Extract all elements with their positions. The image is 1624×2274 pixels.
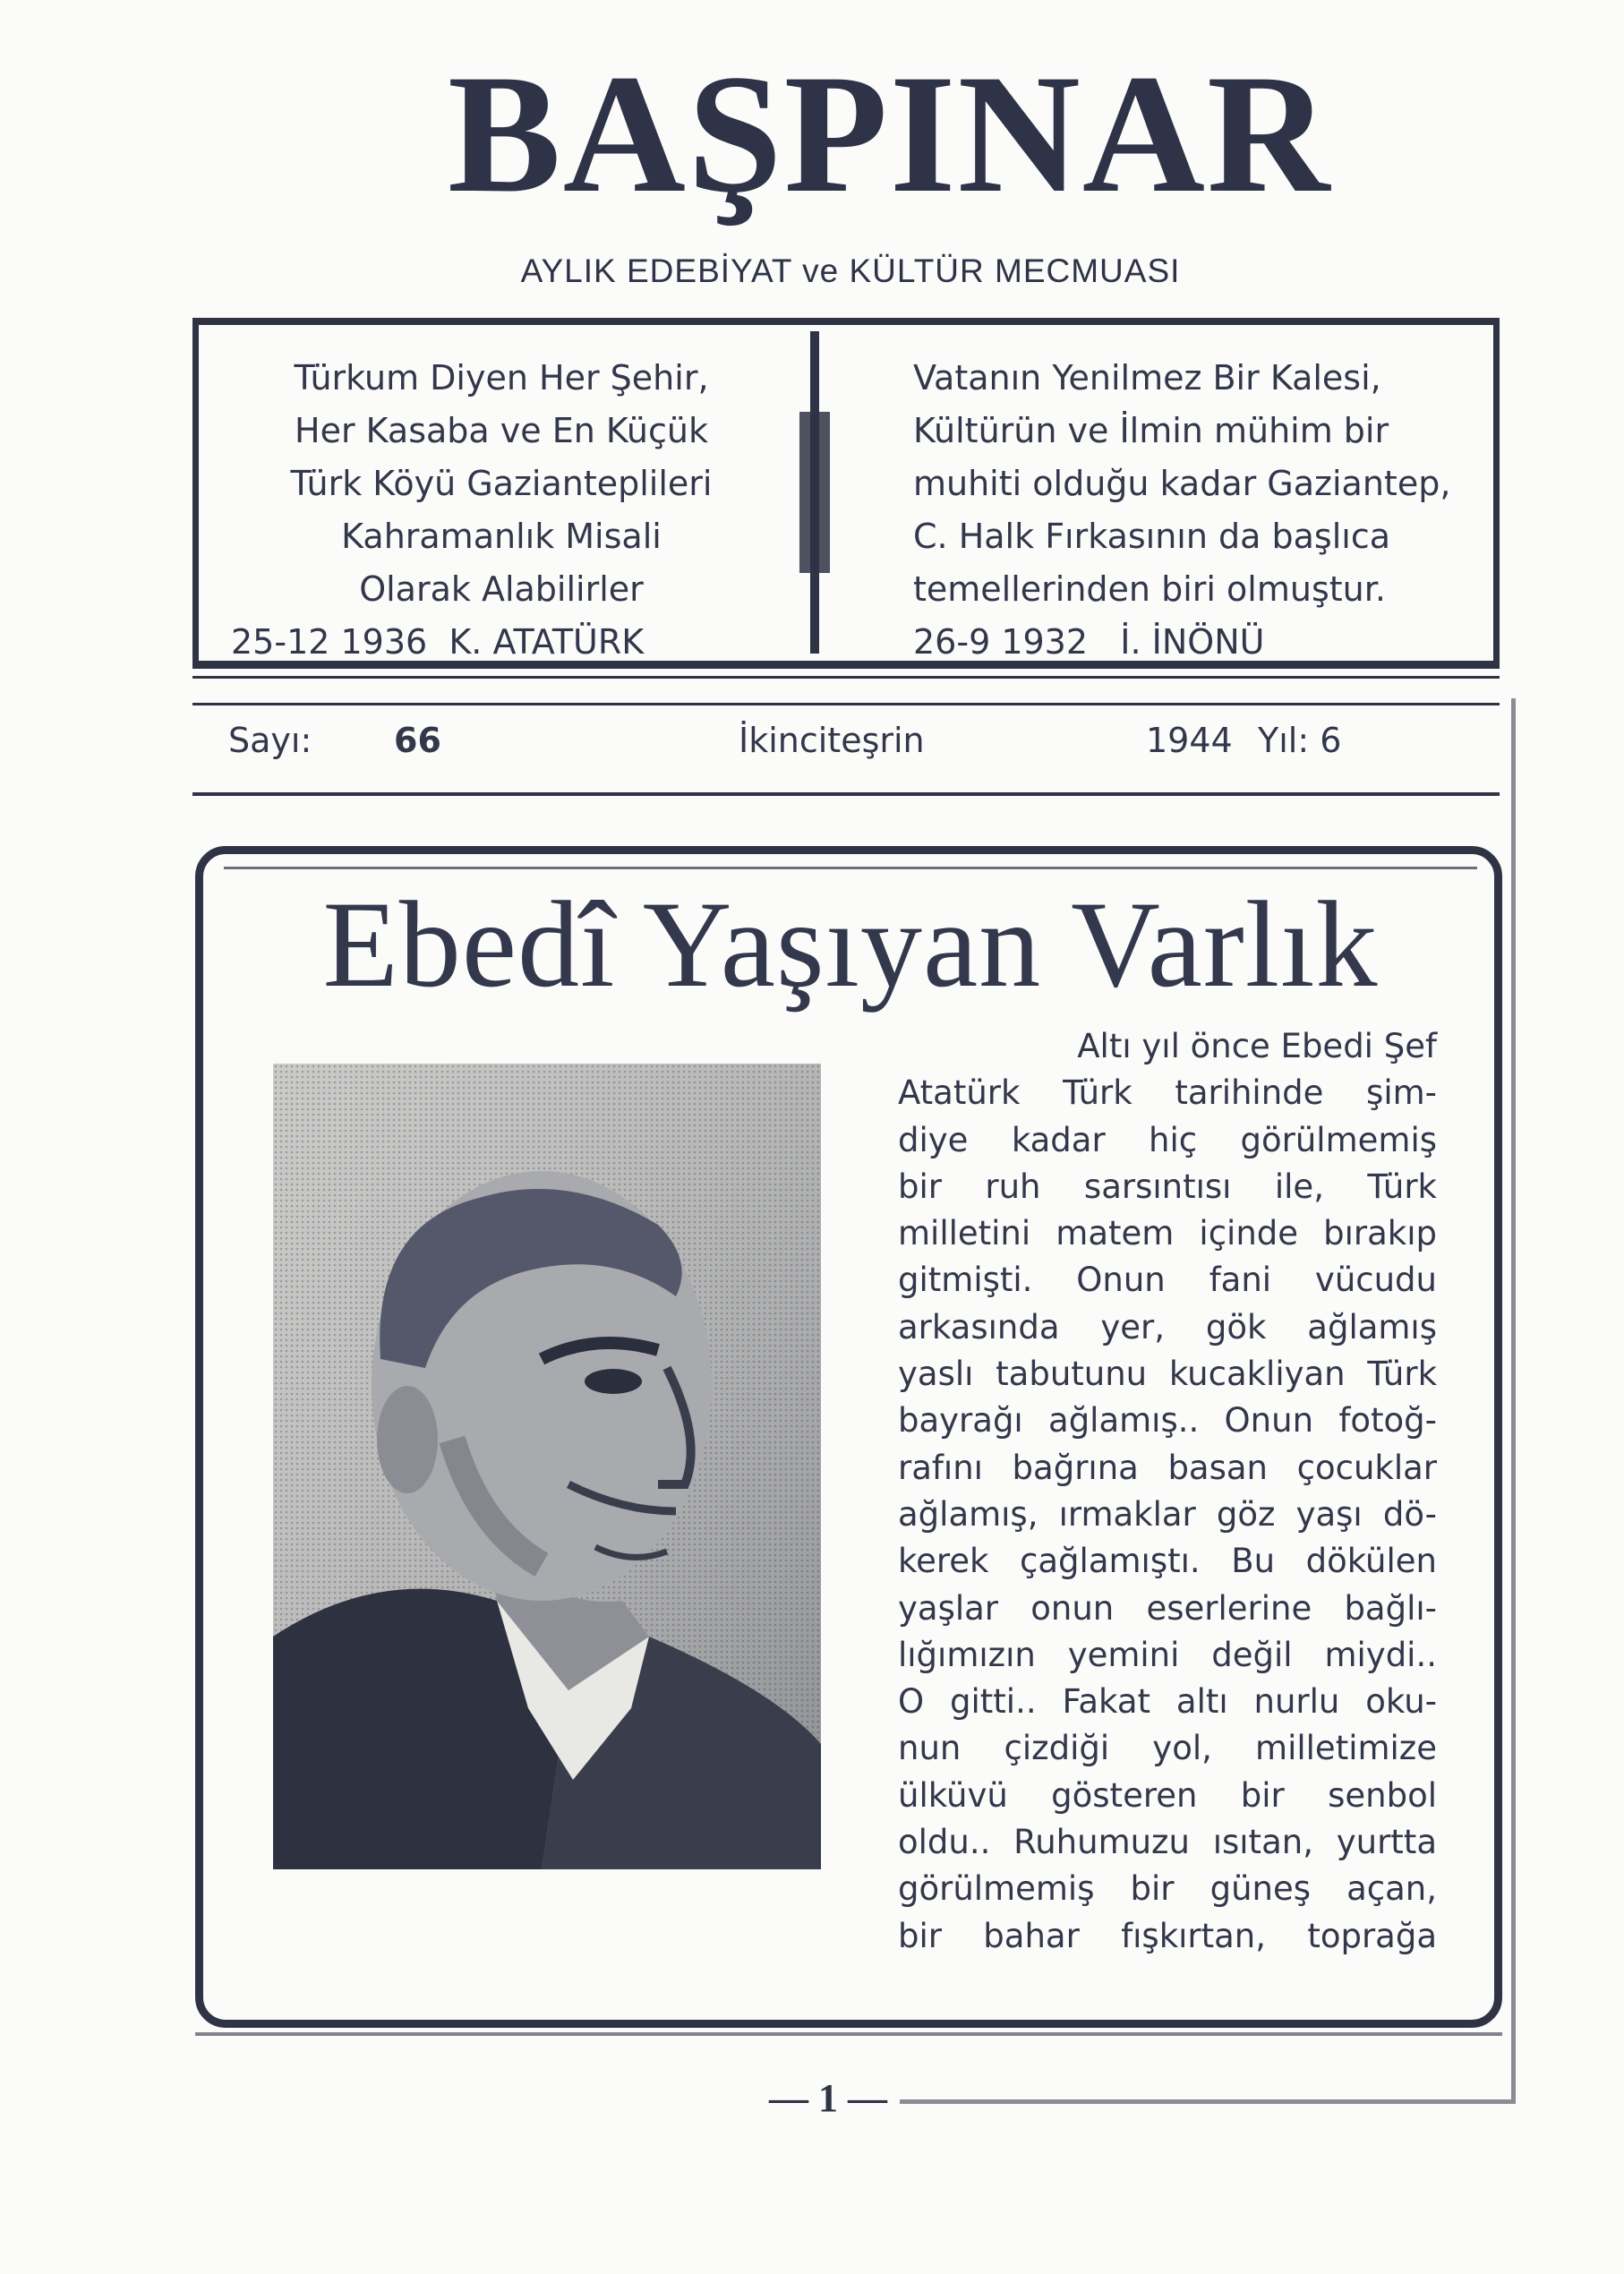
quote-box-right-rule <box>1493 322 1500 664</box>
article-line: bir ruh sarsıntısı ile, Türk <box>898 1167 1437 1206</box>
article-line: yaslı tabutunu kucakliyan Türk <box>898 1355 1437 1394</box>
issue-info-bar <box>228 721 1482 774</box>
quote-line: C. Halk Fırkasının da başlıca <box>913 517 1391 556</box>
quote-box-left-rule <box>192 322 199 664</box>
article-line: oldu.. Ruhumuzu ısıtan, yurtta <box>898 1823 1437 1862</box>
page-right-border <box>1511 698 1516 2104</box>
quote-box-bottom-rule-thin <box>192 676 1500 679</box>
masthead-title: BAŞPINAR <box>448 40 1332 228</box>
article-line: ülküvü gösteren bir senbol <box>898 1775 1437 1815</box>
footer-rule-right <box>900 2099 1511 2104</box>
quote-line: Kültürün ve İlmin mühim bir <box>913 411 1389 450</box>
ataturk-quote <box>215 352 788 669</box>
article-line: bir bahar fışkırtan, toprağa <box>898 1916 1437 1955</box>
quote-author: İ. İNÖNÜ <box>1120 622 1265 662</box>
article-line: bayrağı ağlamış.. Onun fotoğ- <box>898 1401 1437 1440</box>
article-line: milletini matem içinde bırakıp <box>898 1214 1437 1253</box>
footer-rule-left <box>195 2032 1502 2036</box>
article-line: ağlamış, ırmaklar göz yaşı dö- <box>898 1494 1437 1534</box>
article-inner-rule <box>224 867 1477 869</box>
article-line: O gitti.. Fakat altı nurlu oku- <box>898 1682 1437 1722</box>
portrait-illustration <box>273 1064 821 1869</box>
quote-date: 26-9 1932 <box>913 622 1089 662</box>
portrait-photo <box>273 1064 821 1869</box>
quote-signature <box>913 616 1486 669</box>
masthead-subtitle: AYLIK EDEBİYAT ve KÜLTÜR MECMUASI <box>520 252 1181 289</box>
article-line: kerek çağlamıştı. Bu dökülen <box>898 1542 1437 1581</box>
quote-line: Kahramanlık Misali <box>341 517 662 556</box>
article-line: lığımızın yemini değil miydi.. <box>898 1635 1437 1674</box>
issue-bar-top-rule <box>192 703 1500 705</box>
article-line: nun çizdiği yol, milletimize <box>898 1729 1437 1768</box>
article-line: diye kadar hiç görülmemiş <box>898 1120 1437 1159</box>
quote-line: temellerinden biri olmuştur. <box>913 569 1386 609</box>
inonu-quote <box>913 352 1486 669</box>
issue-bar-bottom-rule <box>192 792 1500 796</box>
article-headline: Ebedî Yaşıyan Varlık <box>322 876 1379 1013</box>
quote-line: Vatanın Yenilmez Bir Kalesi, <box>913 358 1381 398</box>
article-line: yaşlar onun eserlerine bağlı- <box>898 1588 1437 1628</box>
article-line: görülmemiş bir güneş açan, <box>898 1869 1437 1909</box>
article-line: arkasında yer, gök ağlamış <box>898 1307 1437 1346</box>
quote-line: Türk Köyü Gazianteplileri <box>290 464 713 503</box>
issue-label: Sayı: <box>228 721 312 760</box>
quote-line: Olarak Alabilirler <box>359 569 644 609</box>
issue-month: İkinciteşrin <box>739 721 925 760</box>
quote-line: Her Kasaba ve En Küçük <box>295 411 708 450</box>
quote-line: Türkum Diyen Her Şehir, <box>294 358 709 398</box>
quote-signature <box>215 616 788 669</box>
quote-box-center-marker <box>799 412 830 573</box>
quote-line: muhiti olduğu kadar Gaziantep, <box>913 464 1451 503</box>
article-body <box>898 1023 1437 1960</box>
article-line: gitmişti. Onun fani vücudu <box>898 1261 1437 1300</box>
quote-author: K. ATATÜRK <box>449 622 645 662</box>
article-line: rafını bağrına basan çocuklar <box>898 1448 1437 1487</box>
article-line: Altı yıl önce Ebedi Şef <box>1077 1027 1437 1065</box>
article-line: Atatürk Türk tarihinde şim- <box>898 1073 1437 1113</box>
quote-box-top-rule <box>192 318 1500 325</box>
page-number: — 1 — <box>769 2076 887 2120</box>
issue-number: 66 <box>394 721 441 760</box>
issue-volume: Yıl: 6 <box>1258 721 1342 760</box>
quote-date: 25-12 1936 <box>231 622 428 662</box>
issue-year: 1944 <box>1146 721 1233 760</box>
